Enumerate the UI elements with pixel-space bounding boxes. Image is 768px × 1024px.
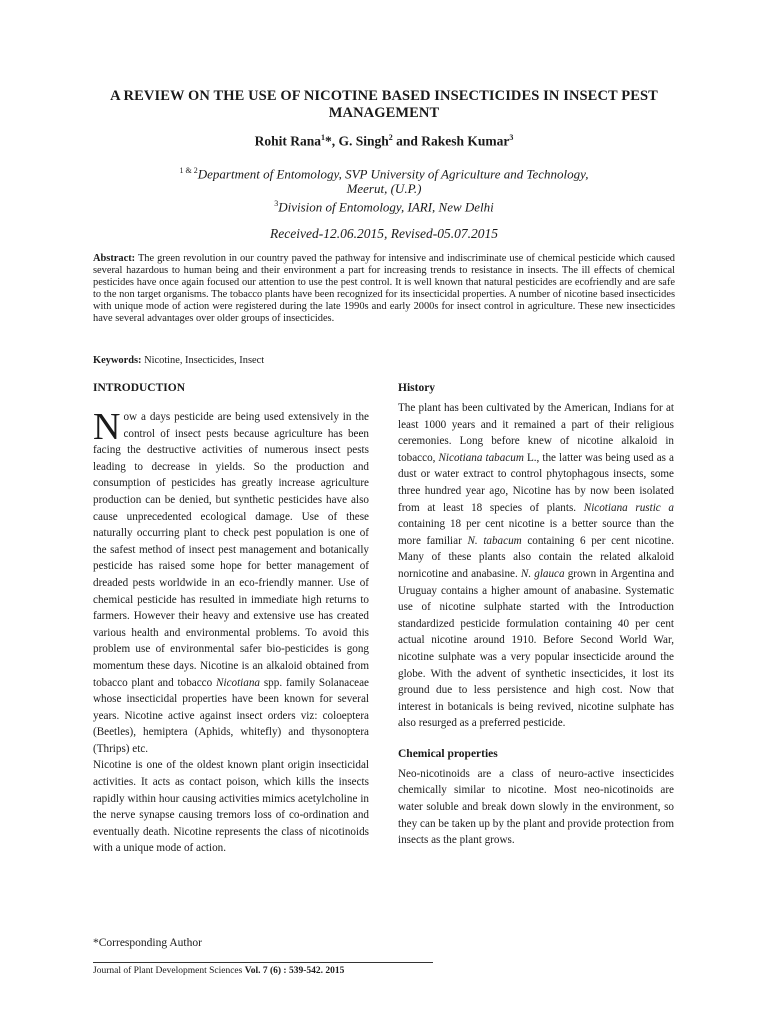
affiliation-line [80, 163, 688, 181]
author-separator: and [392, 133, 422, 149]
affiliation-sup: 1 & 2 [179, 166, 198, 175]
journal-name: Journal of Plant Development Sciences [93, 966, 245, 976]
history-text: containing 18 per cent nicotine is a better source than the more familiar [398, 518, 674, 547]
affiliation-text: Meerut, (U.P.) [346, 181, 422, 197]
history-text: grown in Argentina and Uruguay contains a higher amount of anabasine. Systematic use of nicotine sulphate started with the Introduction standardized pesticide formulation containing 40 per cent actual nicotine around 1910. Before Second World War, nicotine sulphate was a very popular insecticide around the globe. With the advent of synthetic insecticides, it lost its ground due to less persistence and high cost. Now that interest in botanicals is being revived, nicotine sulphate has also resurged as a preferred pesticide. [398, 567, 675, 730]
affiliation-line [80, 181, 688, 196]
chemical-paragraph: Neo-nicotinoids are a class of neuro-active insecticides chemically similar to nicotine. Most neo-nicotinoids are water soluble and break down slowly in the environment, so they can be taken up by the plant and provide protection from insects as the plant grows. [398, 767, 674, 847]
keywords-text: Nicotine, Insecticides, Insect [141, 355, 265, 366]
author-list [80, 133, 688, 150]
corresponding-author-note: *Corresponding Author [93, 937, 202, 949]
footer-rule [93, 962, 433, 963]
abstract [93, 253, 675, 326]
author-sup: 2 [388, 133, 393, 142]
author-separator: *, [324, 133, 339, 149]
spacer [93, 400, 369, 409]
intro-italic: Nicotiana [216, 676, 260, 689]
author-name: Rohit Rana [254, 133, 321, 149]
history-text: L., the latter was being used as a dust or water extract to control phytophagous insects, some three hundred year ago, Nicotine has by now been isolated from at least 18 species of plants. [398, 451, 674, 514]
introduction-heading: INTRODUCTION [93, 382, 186, 394]
author-name: Rakesh Kumar [421, 133, 510, 149]
history-text: The plant has been cultivated by the American, Indians for at least 1000 years and it remained a part of their religious ceremonies. Long before knew of nicotine alkaloid in tobacco, [398, 402, 674, 464]
paper-title: A REVIEW ON THE USE OF NICOTINE BASED INSECTICIDES IN INSECT PEST MANAGEMENT [110, 88, 658, 121]
abstract-text: The green revolution in our country paved the pathway for intensive and indiscriminate use of chemical pesticide which caused several hazardous to human being and their environment a part for increasing trends to resistance in insects. The ill effects of chemical pesticides have once again focused our attention to use the pest control. It is well known that natural pesticides are ecofriendly and are safe to the non target organisms. The tobacco plants have been recognized for its insecticidal properties. A number of nicotine based insecticides with unique mode of action were registered during the late 1990s and early 2000s for insect control in agriculture. These new insecticides have several advantages over older groups of insecticides. [93, 253, 675, 325]
spacer [398, 732, 674, 746]
journal-volume: Vol. 7 (6) : 539-542. 2015 [244, 966, 345, 976]
affiliation-text: Department of Entomology, SVP University of Agriculture and Technology, [197, 166, 589, 182]
history-italic: Nicotiana rustic a [583, 501, 674, 514]
history-text: containing 6 per cent nicotine. Many of these plants also contain the related alkaloid nornicotine and anabasine. [398, 534, 674, 580]
chemical-heading: Chemical properties [398, 747, 498, 760]
history-italic: N. glauca [520, 567, 565, 580]
keywords-label: Keywords: [93, 355, 142, 366]
left-column [93, 380, 369, 857]
author-name: G. Singh [338, 133, 389, 149]
introduction-paragraph [93, 406, 369, 757]
received-dates: Received-12.06.2015, Revised-05.07.2015 [270, 226, 498, 241]
affiliation-line [80, 196, 688, 214]
affiliation-sup: 3 [274, 199, 279, 209]
author-sup: 3 [509, 133, 514, 142]
journal-footer [93, 966, 344, 976]
author-sup: 1 [320, 133, 325, 142]
history-heading: History [398, 382, 436, 394]
affiliation-text: Division of Entomology, IARI, New Delhi [278, 199, 494, 215]
abstract-label: Abstract: [93, 253, 136, 264]
history-italic: N. tabacum [467, 534, 522, 547]
introduction-paragraph-2: Nicotine is one of the oldest known plant origin insecticidal activities. It acts as contact poison, which kills the insects rapidly within hour causing activities mimics acetylcholine in the nerve synapse causing tremors loss of co-ordination and eventually death. Nicotine represents the class of nicotinoids with a unique mode of action. [93, 759, 369, 855]
affiliations [80, 163, 688, 215]
intro-text: ow a days pesticide are being used extensively in the control of insect pests because agriculture has been facing the destructive activities of numerous insect pests leading to decrease in yields. So the production and consumption of pesticides has greatly increase agriculture production can be denied, but synthetic pesticides have also cause unprecedented ecological damage. Use of these naturally occurring plant to check pest population is one of the safest method of insect pest management and botanically pesticide has raised some hope for better management of dreaded pests worldwide in an eco-friendly manner. Use of chemical pesticide has resulted in immediate high returns to farmers. However their heavy and extensive use has created various health and environmental problems. To avoid this problem use of environmental safer bio-pesticides is gong momentum these days. Nicotine is an alkaloid obtained from tobacco plant and tobacco [93, 411, 369, 689]
history-italic: Nicotiana tabacum [438, 451, 524, 464]
right-column [398, 380, 674, 849]
keywords [93, 355, 675, 366]
intro-text-end: spp. family Solanaceae whose insecticidal properties have been known for several years. Nicotine active against insect orders viz: coloeptera (Beetles), hemiptera (Aphids, whitefly) and thysonoptera (Thrips) etc. [93, 676, 369, 755]
drop-cap: N [93, 406, 121, 448]
history-paragraph [398, 400, 674, 732]
